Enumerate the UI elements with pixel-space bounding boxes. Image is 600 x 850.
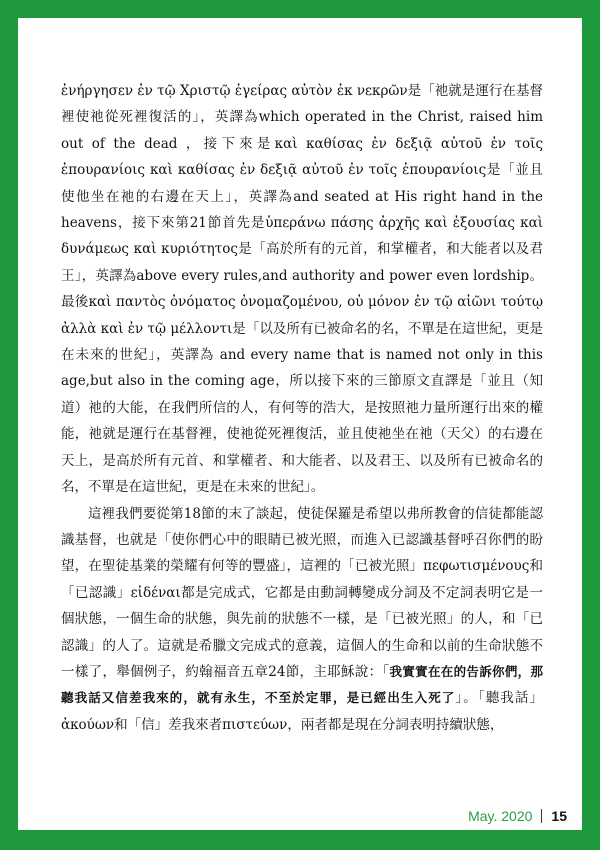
page-footer [468, 808, 567, 824]
paragraph-1 [61, 78, 543, 501]
paragraph-2-text: 這裡我們要從第18節的末了談起，使徒保羅是希望以弗所教會的信徒都能認識基督，也就是「使你們心中的眼睛已被光照，而進入已認識基督呼召你們的盼望，在聖徒基業的榮耀有何等的豐盛」，這裡的「已被光照」πεφωτισμένους和「已認識」εἰδέναι都是完成式，它都是由動詞轉變成分詞及不定詞表明它是一個狀態，一個生命的狀態，與先前的狀態不一樣，是「已被光照」的人，和「已認識」的人了。這就是希臘文完成式的意義，這個人的生命和以前的生命狀態不一樣了，舉個例子，約翰福音五章24節，主耶穌說：「 [61, 505, 543, 680]
page-number: 15 [551, 808, 567, 824]
scripture-quote: 我實實在在的告訴你們，那聽我話又信差我來的，就有永生，不至於定罪，是已經出生入死了 [61, 663, 543, 706]
page [18, 18, 582, 830]
paragraph-1-text: ἐνήργησεν ἐν τῷ Χριστῷ ἐγείρας αὐτὸν ἐκ νεκρῶν是「祂就是運行在基督裡使祂從死裡復活的」，英譯為which operated in the Christ, raised him out of the dead ，接下來是καὶ καθίσας ἐν δεξιᾷ αὐτοῦ ἐν τοῖς ἐπουρανίοις καὶ καθίσας ἐν δεξιᾷ αὐτοῦ ἐν τοῖς ἐπουρανίοις是「並且使他坐在祂的右邊在天上」，英譯為and seated at His right hand in the heavens，接下來第21節首先是ὑπεράνω πάσης ἀρχῆς καὶ ἐξουσίας καὶ δυνάμεως καὶ κυριότητος是「高於所有的元首，和掌權者，和大能者以及君王」，英譯為above every rules,and authority and power even lordship。最後καὶ παντὸς ὀνόματος ὀνομαζομένου, οὐ μόνον ἐν τῷ αἰῶνι τούτῳ ἀλλὰ καὶ ἐν τῷ μέλλοντι是「以及所有已被命名的名，不單是在這世紀，更是在未來的世紀」，英譯為 and every name that is named not only in this age,but also in the coming age，所以接下來的三節原文直譯是「並且（知道）祂的大能，在我們所信的人，有何等的浩大，是按照祂力量所運行出來的權能，祂就是運行在基督裡，使祂從死裡復活，並且使祂坐在祂（天父）的右邊在天上，是高於所有元首、和掌權者、和大能者、以及君王、以及所有已被命名的名，不單是在這世紀，更是在未來的世紀」。 [61, 83, 543, 496]
paragraph-2 [61, 501, 543, 739]
footer-divider [541, 809, 542, 823]
issue-date: May. 2020 [468, 808, 533, 824]
article-body [61, 78, 543, 738]
paragraph-2-text-end: 」。「聽我話」ἀκούων和「信」差我來者πιστεύων，兩者都是現在分詞表明持續狀態， [61, 690, 543, 733]
